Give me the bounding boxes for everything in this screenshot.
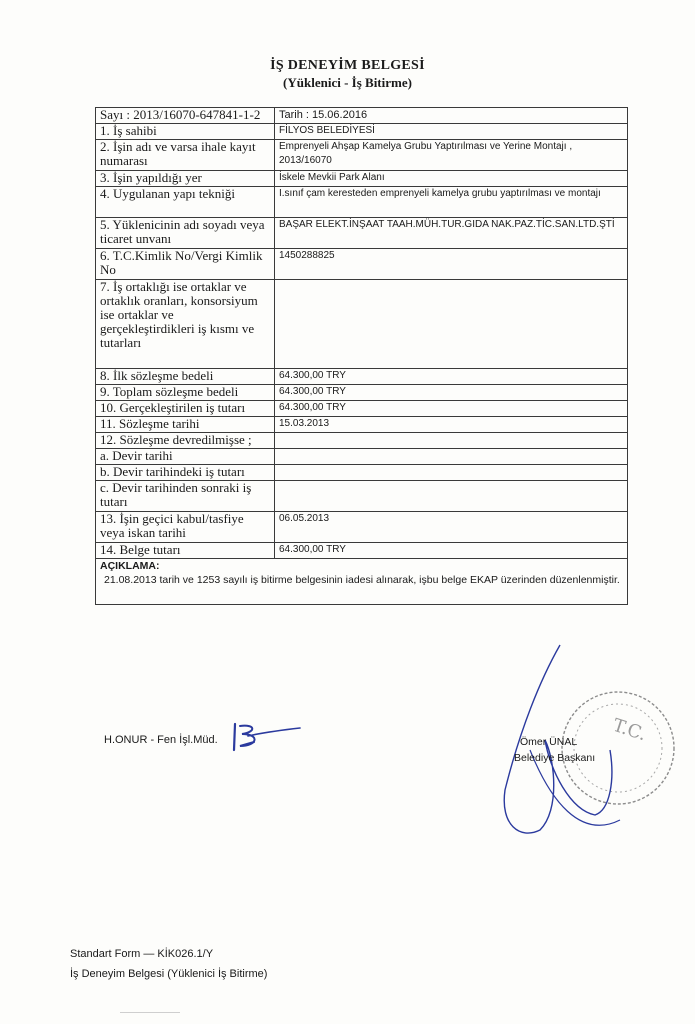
row-label: 7. İş ortaklığı ise ortaklar ve ortaklık oranları, konsorsiyum ise ortaklar ve gerçekleştirdikleri iş kısmı ve tutarları — [96, 280, 275, 369]
left-signature — [230, 720, 310, 756]
table-row — [96, 187, 628, 218]
table-row — [96, 449, 628, 465]
left-signer-name: H.ONUR - Fen İşl.Müd. — [104, 734, 218, 746]
table-row — [96, 401, 628, 417]
table-row — [96, 481, 628, 512]
form-code: Standart Form — KİK026.1/Y — [70, 948, 214, 960]
row-label: c. Devir tarihinden sonraki iş tutarı — [96, 481, 275, 512]
row-value: 64.300,00 TRY — [275, 369, 628, 385]
row-value: 06.05.2013 — [275, 512, 628, 543]
right-signer — [514, 734, 596, 766]
row-label: 9. Toplam sözleşme bedeli — [96, 385, 275, 401]
row-value: İskele Mevkii Park Alanı — [275, 171, 628, 187]
table-row — [96, 417, 628, 433]
experience-certificate-table — [95, 107, 628, 605]
form-name: İş Deneyim Belgesi (Yüklenici İş Bitirme) — [70, 968, 268, 980]
table-row — [96, 280, 628, 369]
row-value — [275, 280, 628, 369]
document-subtitle: (Yüklenici - İş Bitirme) — [283, 75, 412, 90]
row-label: 3. İşin yapıldığı yer — [96, 171, 275, 187]
table-row — [96, 249, 628, 280]
row-label: 5. Yüklenicinin adı soyadı veya ticaret unvanı — [96, 218, 275, 249]
row-value: 64.300,00 TRY — [275, 543, 628, 559]
document-title: İŞ DENEYİM BELGESİ — [270, 58, 425, 73]
signer-title: Belediye Başkanı — [514, 752, 596, 764]
page-mark — [120, 1012, 180, 1013]
explanation-text: 21.08.2013 tarih ve 1253 sayılı iş bitirme belgesinin iadesi alınarak, işbu belge EKAP üzerinden düzenlenmiştir. — [104, 574, 620, 586]
row-label: 14. Belge tutarı — [96, 543, 275, 559]
table-row — [96, 512, 628, 543]
row-value: 15.03.2013 — [275, 417, 628, 433]
row-label: 4. Uygulanan yapı tekniği — [96, 187, 275, 218]
row-value — [275, 481, 628, 512]
table-row — [96, 124, 628, 140]
table-row — [96, 385, 628, 401]
signer-name: Ömer ÜNAL — [520, 736, 578, 748]
row-value — [275, 449, 628, 465]
row-label: Sayı : 2013/16070-647841-1-2 — [96, 108, 275, 124]
row-value: Emprenyeli Ahşap Kamelya Grubu Yaptırılması ve Yerine Montajı , 2013/16070 — [275, 140, 628, 171]
row-value — [275, 433, 628, 449]
table-row — [96, 543, 628, 559]
row-value: 64.300,00 TRY — [275, 401, 628, 417]
row-value: I.sınıf çam keresteden emprenyeli kamelya grubu yaptırılması ve montajı — [275, 187, 628, 218]
row-value: 1450288825 — [275, 249, 628, 280]
form-footer — [70, 944, 267, 984]
table-row — [96, 465, 628, 481]
row-label: 11. Sözleşme tarihi — [96, 417, 275, 433]
table-row — [96, 140, 628, 171]
row-value: BAŞAR ELEKT.İNŞAAT TAAH.MÜH.TUR.GIDA NAK.PAZ.TİC.SAN.LTD.ŞTİ — [275, 218, 628, 249]
row-label: 12. Sözleşme devredilmişse ; — [96, 433, 275, 449]
row-label: 8. İlk sözleşme bedeli — [96, 369, 275, 385]
table-row — [96, 433, 628, 449]
stamp-text: T.C. — [610, 714, 649, 746]
table-row — [96, 108, 628, 124]
row-label: 2. İşin adı ve varsa ihale kayıt numarası — [96, 140, 275, 171]
explanation-title: AÇIKLAMA: — [100, 560, 160, 572]
row-label: 13. İşin geçici kabul/tasfiye veya iskan tarihi — [96, 512, 275, 543]
row-value — [275, 465, 628, 481]
row-value: 64.300,00 TRY — [275, 385, 628, 401]
row-label: a. Devir tarihi — [96, 449, 275, 465]
row-label: 10. Gerçekleştirilen iş tutarı — [96, 401, 275, 417]
table-row — [96, 171, 628, 187]
explanation-row — [96, 559, 628, 605]
table-row — [96, 218, 628, 249]
table-row — [96, 369, 628, 385]
row-label: 6. T.C.Kimlik No/Vergi Kimlik No — [96, 249, 275, 280]
row-label: 1. İş sahibi — [96, 124, 275, 140]
row-value: FİLYOS BELEDİYESİ — [275, 124, 628, 140]
row-label: b. Devir tarihindeki iş tutarı — [96, 465, 275, 481]
row-value: Tarih : 15.06.2016 — [275, 108, 628, 124]
